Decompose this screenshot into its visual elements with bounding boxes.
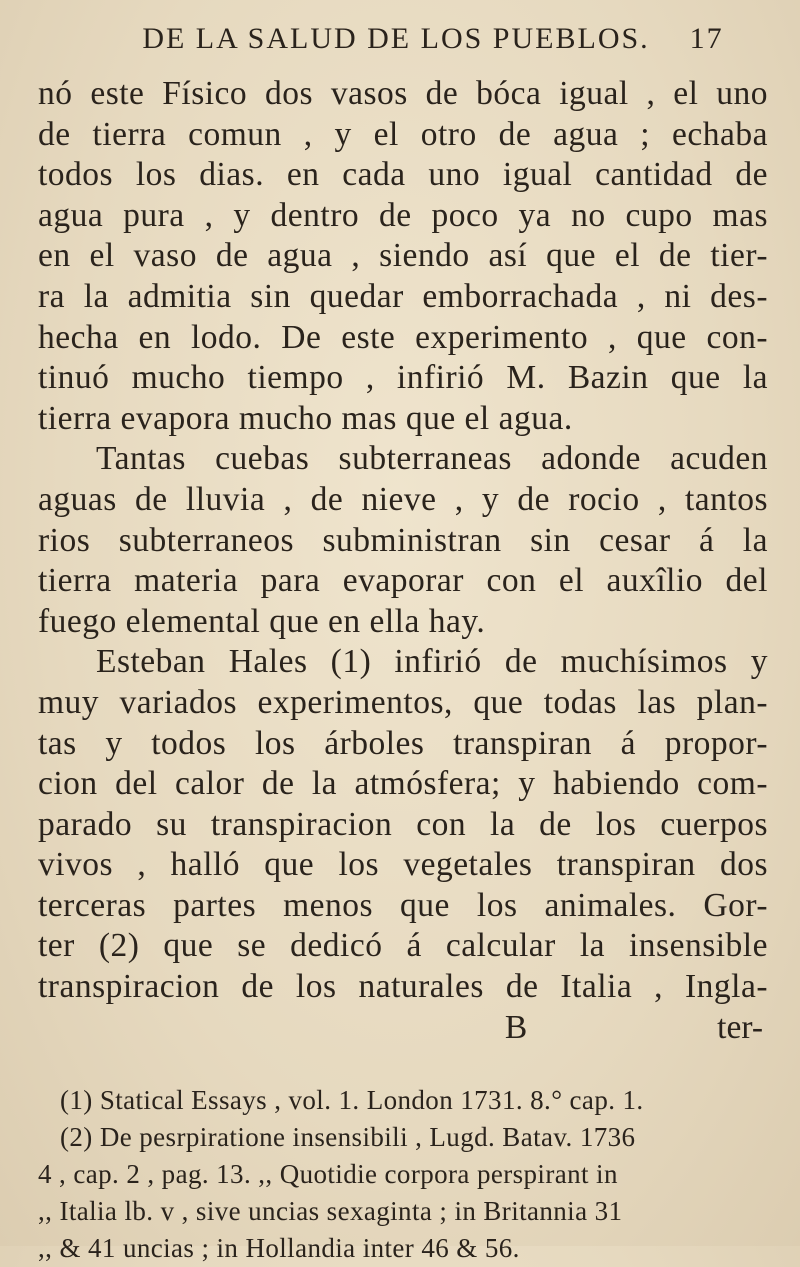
- running-title: DE LA SALUD DE LOS PUEBLOS.: [142, 22, 650, 55]
- footnote-line: ,, & 41 uncias ; in Hollandia inter 46 & 56.: [38, 1233, 520, 1264]
- text-line: transpiracion de los naturales de Italia , Ingla-: [38, 968, 768, 1006]
- text-line: Esteban Hales (1) infirió de muchísimos y: [96, 643, 768, 681]
- text-line: Tantas cuebas subterraneas adonde acuden: [96, 440, 768, 478]
- text-line: ter (2) que se dedicó á calcular la insensible: [38, 927, 768, 965]
- running-head: [38, 22, 768, 72]
- catchword: ter-: [717, 1008, 763, 1046]
- text-line: en el vaso de agua , siendo así que el de tier-: [38, 237, 768, 275]
- text-line: parado su transpiracion con la de los cuerpos: [38, 805, 768, 843]
- text-line: cion del calor de la atmósfera; y habiendo com-: [38, 765, 768, 803]
- text-line: fuego elemental que en ella hay.: [38, 602, 486, 640]
- page-number: 17: [689, 22, 724, 55]
- footnote-line: (1) Statical Essays , vol. 1. London 1731. 8.° cap. 1.: [60, 1085, 644, 1116]
- text-line: tierra materia para evaporar con el auxîlio del: [38, 562, 768, 600]
- text-line: nó este Físico dos vasos de bóca igual , el uno: [38, 75, 768, 112]
- text-line: tinuó mucho tiempo , infirió M. Bazin que la: [38, 359, 768, 397]
- text-line: hecha en lodo. De este experimento , que con-: [38, 318, 768, 356]
- text-line: agua pura , y dentro de poco ya no cupo mas: [38, 196, 768, 234]
- footnote-line: 4 , cap. 2 , pag. 13. ,, Quotidie corpora perspirant in: [38, 1159, 618, 1190]
- text-line: aguas de lluvia , de nieve , y de rocio , tantos: [38, 480, 768, 518]
- text-line: rios subterraneos subministran sin cesar á la: [38, 521, 768, 559]
- footnotes: [38, 1082, 768, 1267]
- text-line: ra la admitia sin quedar emborrachada , ni des-: [38, 277, 768, 315]
- signature-mark: B: [504, 1008, 528, 1046]
- text-line: muy variados experimentos, que todas las plan-: [38, 683, 768, 721]
- book-page: [38, 22, 768, 1264]
- footnote-line: ,, Italia lb. v , sive uncias sexaginta ; in Britannia 31: [38, 1196, 623, 1227]
- signature-catchword-line: [38, 1008, 768, 1049]
- text-line: vivos , halló que los vegetales transpiran dos: [38, 846, 768, 884]
- text-line: todos los dias. en cada uno igual cantidad de: [38, 156, 768, 194]
- text-line: tierra evapora mucho mas que el agua.: [38, 399, 573, 437]
- text-line: terceras partes menos que los animales. Gor-: [38, 886, 768, 924]
- body-text: [38, 74, 768, 1008]
- text-line: de tierra comun , y el otro de agua ; echaba: [38, 115, 768, 153]
- text-line: tas y todos los árboles transpiran á propor-: [38, 724, 768, 762]
- footnote-line: (2) De pesrpiratione insensibili , Lugd. Batav. 1736: [60, 1122, 636, 1153]
